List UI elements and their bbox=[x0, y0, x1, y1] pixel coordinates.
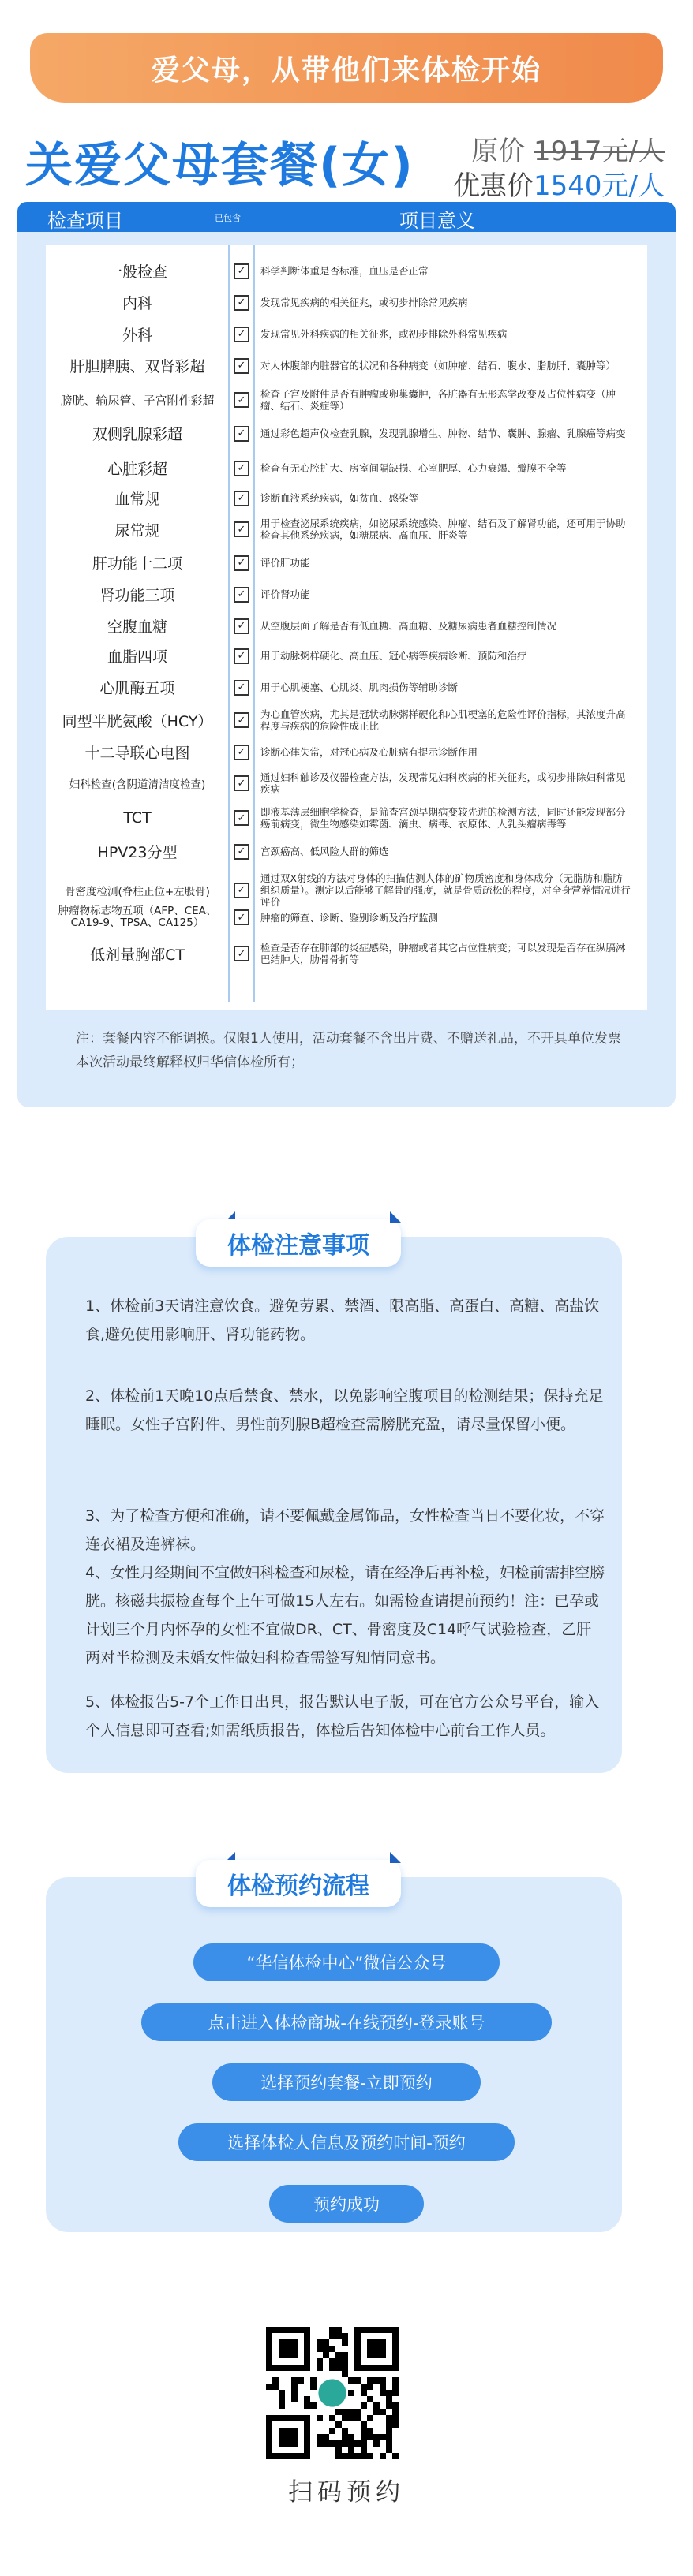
title-corner-decoration bbox=[390, 1852, 401, 1863]
table-row bbox=[46, 872, 647, 908]
package-note: 注：套餐内容不能调换。仅限1人使用，活动套餐不含出片费、不赠送礼品，不开具单位发票本次活动最终解释权归华信体检所有； bbox=[76, 1031, 621, 1070]
notice-title: 体检注意事项 bbox=[196, 1219, 401, 1267]
row-item-desc: 检查有无心腔扩大、房室间隔缺损、心室肥厚、心力衰竭、瓣膜不全等 bbox=[260, 462, 567, 474]
flow-step-button[interactable]: 预约成功 bbox=[269, 2185, 424, 2223]
sale-price bbox=[453, 164, 665, 203]
check-icon: ✓ bbox=[234, 263, 249, 279]
qr-code-icon[interactable] bbox=[266, 2327, 399, 2459]
original-price-value: 1917元/人 bbox=[534, 136, 665, 167]
row-item-desc: 为心血管疾病，尤其是冠状动脉粥样硬化和心肌梗塞的危险性评价指标，其浓度升高程度与疾病的危险性成正比 bbox=[260, 708, 626, 732]
table-row bbox=[46, 942, 647, 965]
table-divider bbox=[228, 245, 230, 1002]
notice-item: 4、女性月经期间不宜做妇科检查和尿检，请在经净后再补检，妇检前需排空膀胱。核磁共振检查每个上午可做15人左右。如需检查请提前预约！注：已孕或计划三个月内怀孕的女性不宜做DR、CT、骨密度及C14呼气试验检查，乙肝两对半检测及未婚女性做妇科检查需签写知情同意书。 bbox=[85, 1564, 605, 1667]
row-item-name: 空腹血糖 bbox=[107, 618, 167, 636]
row-item-desc: 宫颈癌高、低风险人群的筛选 bbox=[260, 846, 389, 857]
row-item-name: 内科 bbox=[122, 295, 152, 312]
check-icon: ✓ bbox=[234, 521, 249, 537]
table-divider bbox=[253, 245, 255, 1002]
table-row bbox=[46, 677, 647, 698]
row-item-name: 血常规 bbox=[114, 491, 160, 508]
check-icon: ✓ bbox=[234, 358, 249, 374]
check-icon: ✓ bbox=[234, 426, 249, 442]
table-row bbox=[46, 487, 647, 509]
row-item-name: 肝胆脾胰、双肾彩超 bbox=[69, 358, 205, 375]
qr-label: 扫码预约 bbox=[288, 2478, 405, 2507]
table-row bbox=[46, 841, 647, 862]
table-row bbox=[46, 806, 647, 830]
notice-item: 2、体检前1天晚10点后禁食、禁水，以免影响空腹项目的检测结果；保持充足睡眠。女性子宫附件、男性前列腺B超检查需膀胱充盈，请尽量保留小便。 bbox=[85, 1387, 604, 1433]
check-icon: ✓ bbox=[234, 461, 249, 476]
table-body bbox=[46, 245, 647, 1010]
row-item-name: 一般检查 bbox=[107, 263, 167, 281]
col-check-header: 已包含 bbox=[215, 213, 241, 223]
flow-section bbox=[46, 1877, 622, 2232]
notice-item: 5、体检报告5-7个工作日出具，报告默认电子版，可在官方公众号平台，输入个人信息即可查看;如需纸质报告，体检后告知体检中心前台工作人员。 bbox=[85, 1693, 600, 1739]
row-item-name: TCT bbox=[123, 809, 152, 827]
row-item-name: HPV23分型 bbox=[97, 844, 178, 861]
table-row bbox=[46, 708, 647, 732]
check-icon: ✓ bbox=[234, 491, 249, 506]
check-icon: ✓ bbox=[234, 775, 249, 791]
check-icon: ✓ bbox=[234, 810, 249, 826]
flow-step-button[interactable]: 选择预约套餐-立即预约 bbox=[212, 2063, 481, 2101]
table-header bbox=[17, 202, 676, 232]
table-row bbox=[46, 457, 647, 479]
check-icon: ✓ bbox=[234, 883, 249, 898]
row-item-desc: 通过彩色超声仪检查乳腺，发现乳腺增生、肿物、结节、囊肿、腺瘤、乳腺癌等病变 bbox=[260, 427, 626, 439]
table-row bbox=[46, 645, 647, 666]
check-icon: ✓ bbox=[234, 844, 249, 860]
flow-step-button[interactable]: “华信体检中心”微信公众号 bbox=[193, 1943, 500, 1981]
row-item-name: 低剂量胸部CT bbox=[90, 946, 185, 964]
table-row bbox=[46, 615, 647, 637]
check-icon: ✓ bbox=[234, 712, 249, 728]
check-icon: ✓ bbox=[234, 745, 249, 760]
check-icon: ✓ bbox=[234, 555, 249, 571]
col-meaning-header: 项目意义 bbox=[399, 210, 475, 232]
row-item-name: 心肌酶五项 bbox=[99, 680, 175, 697]
page-title: 关爱父母套餐(女) bbox=[25, 138, 414, 193]
sale-price-value: 1540元/人 bbox=[534, 170, 665, 202]
table-row bbox=[46, 584, 647, 605]
row-item-name: 尿常规 bbox=[114, 521, 160, 539]
row-item-name: 心脏彩超 bbox=[107, 461, 167, 478]
row-item-desc: 检查是否存在肺部的炎症感染，肿瘤或者其它占位性病变；可以发现是否存在纵膈淋巴结肿大，肋骨骨折等 bbox=[260, 942, 626, 965]
sale-price-label: 优惠价 bbox=[453, 170, 534, 202]
row-item-desc: 即液基薄层细胞学检查，是筛查宫颈早期病变较先进的检测方法，同时还能发现部分癌前病变，微生物感染如霉菌、滴虫、病毒、衣原体、人乳头瘤病毒等 bbox=[260, 806, 626, 830]
row-item-desc: 从空腹层面了解是否有低血糖、高血糖、及糖尿病患者血糖控制情况 bbox=[260, 620, 557, 632]
flow-title: 体检预约流程 bbox=[196, 1860, 401, 1907]
check-icon: ✓ bbox=[234, 680, 249, 696]
table-row bbox=[46, 905, 647, 929]
row-item-desc: 用于心肌梗塞、心肌炎、肌肉损伤等辅助诊断 bbox=[260, 681, 459, 693]
table-row bbox=[46, 292, 647, 313]
row-item-name: 骨密度检测(脊柱正位+左股骨) bbox=[65, 885, 210, 898]
flow-step-button[interactable]: 点击进入体检商城-在线预约-登录账号 bbox=[141, 2003, 552, 2041]
row-item-desc: 用于检查泌尿系统疾病，如泌尿系统感染、肿瘤、结石及了解肾功能，还可用于协助检查其他系统疾病，如糖尿病、高血压、肝炎等 bbox=[260, 517, 626, 541]
row-item-name: 同型半胱氨酸（HCY） bbox=[62, 712, 213, 730]
check-icon: ✓ bbox=[234, 327, 249, 342]
original-price-label: 原价 bbox=[471, 136, 526, 167]
row-item-desc: 发现常见外科疾病的相关征兆，或初步排除外科常见疾病 bbox=[260, 328, 508, 340]
title-corner-decoration bbox=[390, 1211, 401, 1223]
notice-item: 1、体检前3天请注意饮食。避免劳累、禁酒、限高脂、高蛋白、高糖、高盐饮食,避免使用影响肝、肾功能药物。 bbox=[85, 1297, 600, 1343]
row-item-desc: 评价肝功能 bbox=[260, 557, 310, 569]
row-item-desc: 发现常见疾病的相关征兆，或初步排除常见疾病 bbox=[260, 297, 468, 308]
table-row bbox=[46, 517, 647, 541]
check-icon: ✓ bbox=[234, 909, 249, 925]
notice-item: 3、为了检查方便和准确，请不要佩戴金属饰品，女性检查当日不要化妆，不穿连衣裙及连裤袜。 bbox=[85, 1507, 605, 1553]
row-item-desc: 通过妇科触诊及仪器检查方法，发现常见妇科疾病的相关征兆，或初步排除妇科常见疾病 bbox=[260, 771, 626, 795]
row-item-desc: 检查子宫及附件是否有肿瘤或卵巢囊肿，各脏器有无形态学改变及占位性病变（肿瘤、结石、炎症等） bbox=[260, 388, 616, 412]
check-icon: ✓ bbox=[234, 946, 249, 961]
flow-step-button[interactable]: 选择体检人信息及预约时间-预约 bbox=[178, 2123, 515, 2161]
table-row bbox=[46, 323, 647, 345]
table-row bbox=[46, 423, 647, 444]
row-item-name: 肿瘤物标志物五项（AFP、CEA、CA19-9、TPSA、CA125） bbox=[58, 905, 217, 929]
row-item-desc: 用于动脉粥样硬化、高血压、冠心病等疾病诊断、预防和治疗 bbox=[260, 650, 527, 662]
row-item-name: 肾功能三项 bbox=[99, 587, 175, 604]
row-item-name: 外科 bbox=[122, 327, 152, 344]
row-item-name: 妇科检查(含阴道清洁度检查) bbox=[69, 778, 206, 791]
row-item-desc: 肿瘤的筛查、诊断、鉴别诊断及治疗监测 bbox=[260, 911, 439, 924]
row-item-desc: 诊断血液系统疾病，如贫血、感染等 bbox=[260, 492, 419, 504]
table-row bbox=[46, 771, 647, 795]
check-icon: ✓ bbox=[234, 618, 249, 634]
check-icon: ✓ bbox=[234, 648, 249, 664]
row-item-name: 双侧乳腺彩超 bbox=[92, 426, 182, 443]
col-item-header: 检查项目 bbox=[47, 210, 123, 232]
table-row bbox=[46, 260, 647, 282]
row-item-name: 十二导联心电图 bbox=[84, 745, 190, 762]
table-row bbox=[46, 388, 647, 412]
row-item-name: 肝功能十二项 bbox=[92, 555, 182, 573]
row-item-desc: 诊断心律失常，对冠心病及心脏病有提示诊断作用 bbox=[260, 746, 478, 758]
row-item-desc: 评价肾功能 bbox=[260, 588, 310, 600]
check-icon: ✓ bbox=[234, 392, 249, 408]
banner-text: 爱父母，从带他们来体检开始 bbox=[151, 54, 541, 87]
row-item-desc: 对人体腹部内脏器官的状况和各种病变（如肿瘤、结石、腹水、脂肪肝、囊肿等） bbox=[260, 360, 616, 371]
top-banner bbox=[30, 33, 663, 103]
row-item-desc: 通过双X射线的方法对身体的扫描估测人体的矿物质密度和身体成分（无脂肪和脂肪组织质量）。测定以后能够了解骨的强度，就是骨质疏松的程度，对全身营养情况进行评价 bbox=[260, 872, 631, 908]
check-icon: ✓ bbox=[234, 295, 249, 311]
check-icon: ✓ bbox=[234, 587, 249, 603]
table-row bbox=[46, 355, 647, 376]
table-row bbox=[46, 741, 647, 763]
table-row bbox=[46, 552, 647, 573]
original-price bbox=[471, 129, 665, 168]
row-item-name: 膀胱、输尿管、子宫附件彩超 bbox=[60, 393, 215, 408]
row-item-name: 血脂四项 bbox=[107, 648, 167, 666]
row-item-desc: 科学判断体重是否标准，血压是否正常 bbox=[260, 265, 429, 277]
